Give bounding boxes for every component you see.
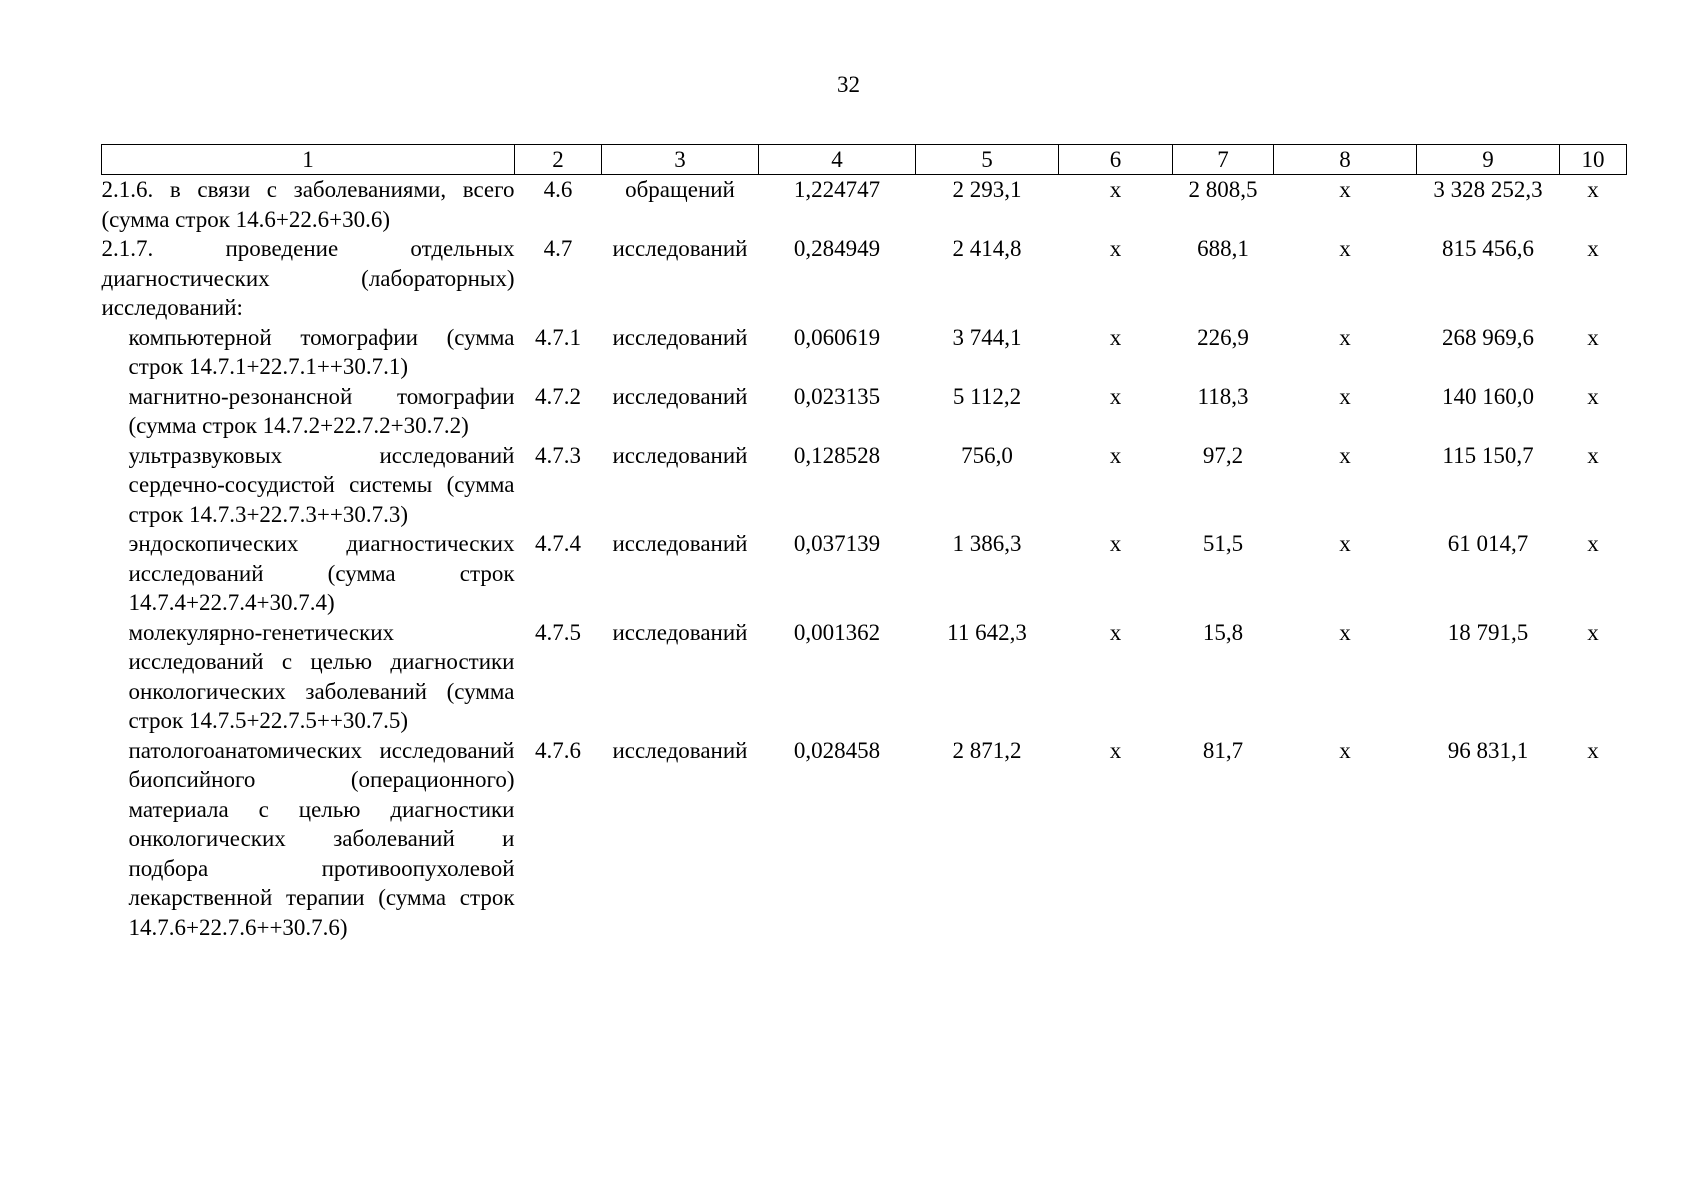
row-code-cell: 4.7.4 xyxy=(535,531,581,556)
table-row xyxy=(102,736,1627,943)
row-unit-cell: обращений xyxy=(625,177,735,202)
row-value-cell: х xyxy=(1109,324,1122,350)
row-value-cell: х xyxy=(1109,177,1122,202)
row-value-cell: 688,1 xyxy=(1197,236,1249,261)
data-table xyxy=(101,144,1627,942)
column-header: 7 xyxy=(1173,145,1274,175)
table-row xyxy=(102,234,1627,323)
row-value-cell: 0,037139 xyxy=(793,531,881,556)
row-value-cell: 0,284949 xyxy=(793,236,881,261)
row-value-cell: 3 744,1 xyxy=(952,324,1022,350)
row-value-cell: 140 160,0 xyxy=(1442,383,1534,409)
row-value-cell: 0,001362 xyxy=(793,619,881,645)
row-unit-cell: исследований xyxy=(612,531,748,556)
table-row xyxy=(102,529,1627,618)
row-code-cell: 4.7.3 xyxy=(535,442,581,468)
column-header: 6 xyxy=(1059,145,1173,175)
row-value-cell: х xyxy=(1109,531,1122,556)
row-value-cell: 0,128528 xyxy=(793,442,881,468)
column-header: 1 xyxy=(102,145,515,175)
column-header: 2 xyxy=(515,145,602,175)
row-name-cell: патологоанатомических исследований биопсийного (операционного) материала с целью диагностики онкологических заболеваний и подбора противоопухолевой лекарственной терапии (сумма строк 14.7.6+22.7.6++30.7.6) xyxy=(128,737,515,940)
row-value-cell: 1 386,3 xyxy=(952,531,1022,556)
row-value-cell: 115 150,7 xyxy=(1442,442,1534,468)
row-value-cell: х xyxy=(1587,177,1599,202)
row-value-cell: 226,9 xyxy=(1197,324,1249,350)
row-unit-cell: исследований xyxy=(612,442,748,468)
row-value-cell: х xyxy=(1109,619,1122,645)
row-value-cell: 118,3 xyxy=(1197,383,1249,409)
column-header: 5 xyxy=(916,145,1059,175)
row-value-cell: х xyxy=(1587,619,1599,645)
row-value-cell: х xyxy=(1339,442,1351,468)
row-value-cell: 61 014,7 xyxy=(1447,531,1529,556)
row-value-cell: х xyxy=(1339,531,1351,556)
row-code-cell: 4.7 xyxy=(543,236,573,261)
table-row xyxy=(102,382,1627,441)
page-number: 32 xyxy=(837,72,860,97)
row-code-cell: 4.7.5 xyxy=(535,619,581,645)
row-value-cell: х xyxy=(1587,324,1599,350)
row-value-cell: х xyxy=(1339,619,1351,645)
row-value-cell: х xyxy=(1587,737,1599,763)
column-header: 10 xyxy=(1560,145,1627,175)
row-name-cell: 2.1.7. проведение отдельных диагностических (лабораторных) исследований: xyxy=(101,236,515,320)
row-value-cell: 15,8 xyxy=(1202,619,1244,645)
row-code-cell: 4.7.6 xyxy=(535,737,581,763)
row-value-cell: х xyxy=(1587,442,1599,468)
row-value-cell: 5 112,2 xyxy=(952,383,1022,409)
row-name-cell: 2.1.6. в связи с заболеваниями, всего (сумма строк 14.6+22.6+30.6) xyxy=(101,177,515,232)
row-value-cell: х xyxy=(1587,383,1599,409)
row-value-cell: 815 456,6 xyxy=(1442,236,1534,261)
row-value-cell: х xyxy=(1339,236,1351,261)
row-value-cell: 756,0 xyxy=(961,442,1013,468)
row-value-cell: 0,028458 xyxy=(793,737,881,763)
row-value-cell: х xyxy=(1109,442,1122,468)
row-name-cell: молекулярно-генетических исследований с целью диагностики онкологических заболеваний (сумма строк 14.7.5+22.7.5++30.7.5) xyxy=(128,619,515,733)
row-code-cell: 4.7.1 xyxy=(535,324,581,350)
row-value-cell: 268 969,6 xyxy=(1442,324,1534,350)
row-value-cell: 96 831,1 xyxy=(1447,737,1529,763)
row-unit-cell: исследований xyxy=(612,383,748,409)
row-value-cell: 0,060619 xyxy=(793,324,881,350)
header-row xyxy=(102,145,1627,175)
row-value-cell: х xyxy=(1339,737,1351,763)
row-value-cell: 2 293,1 xyxy=(952,177,1022,202)
row-value-cell: 3 328 252,3 xyxy=(1433,177,1543,202)
row-unit-cell: исследований xyxy=(612,619,748,645)
table-row xyxy=(102,175,1627,235)
row-value-cell: х xyxy=(1339,324,1351,350)
table-row xyxy=(102,618,1627,736)
row-unit-cell: исследований xyxy=(612,324,748,350)
row-name-cell: ультразвуковых исследований сердечно-сосудистой системы (сумма строк 14.7.3+22.7.3++30.7.3) xyxy=(128,442,515,527)
row-value-cell: х xyxy=(1109,383,1122,409)
row-value-cell: х xyxy=(1339,177,1351,202)
row-value-cell: 51,5 xyxy=(1202,531,1244,556)
row-value-cell: х xyxy=(1587,531,1599,556)
column-header: 4 xyxy=(759,145,916,175)
row-value-cell: 18 791,5 xyxy=(1447,619,1529,645)
column-header: 9 xyxy=(1417,145,1560,175)
row-value-cell: х xyxy=(1587,236,1599,261)
table-row xyxy=(102,323,1627,382)
table-row xyxy=(102,441,1627,530)
column-header: 3 xyxy=(602,145,759,175)
row-value-cell: 81,7 xyxy=(1202,737,1244,763)
row-value-cell: 0,023135 xyxy=(793,383,881,409)
row-code-cell: 4.6 xyxy=(543,177,573,202)
row-name-cell: магнитно-резонансной томографии (сумма строк 14.7.2+22.7.2+30.7.2) xyxy=(128,383,515,438)
row-value-cell: 2 871,2 xyxy=(952,737,1022,763)
column-header: 8 xyxy=(1274,145,1417,175)
row-value-cell: 1,224747 xyxy=(793,177,881,202)
row-unit-cell: исследований xyxy=(612,236,748,261)
row-value-cell: х xyxy=(1109,236,1122,261)
row-value-cell: 2 808,5 xyxy=(1188,177,1258,202)
row-unit-cell: исследований xyxy=(612,737,748,763)
row-name-cell: компьютерной томографии (сумма строк 14.7.1+22.7.1++30.7.1) xyxy=(128,324,515,379)
row-code-cell: 4.7.2 xyxy=(535,383,581,409)
row-value-cell: х xyxy=(1339,383,1351,409)
row-value-cell: 97,2 xyxy=(1202,442,1244,468)
row-value-cell: х xyxy=(1109,737,1122,763)
row-value-cell: 11 642,3 xyxy=(947,619,1027,645)
row-value-cell: 2 414,8 xyxy=(952,236,1022,261)
row-name-cell: эндоскопических диагностических исследований (сумма строк 14.7.4+22.7.4+30.7.4) xyxy=(128,531,515,615)
